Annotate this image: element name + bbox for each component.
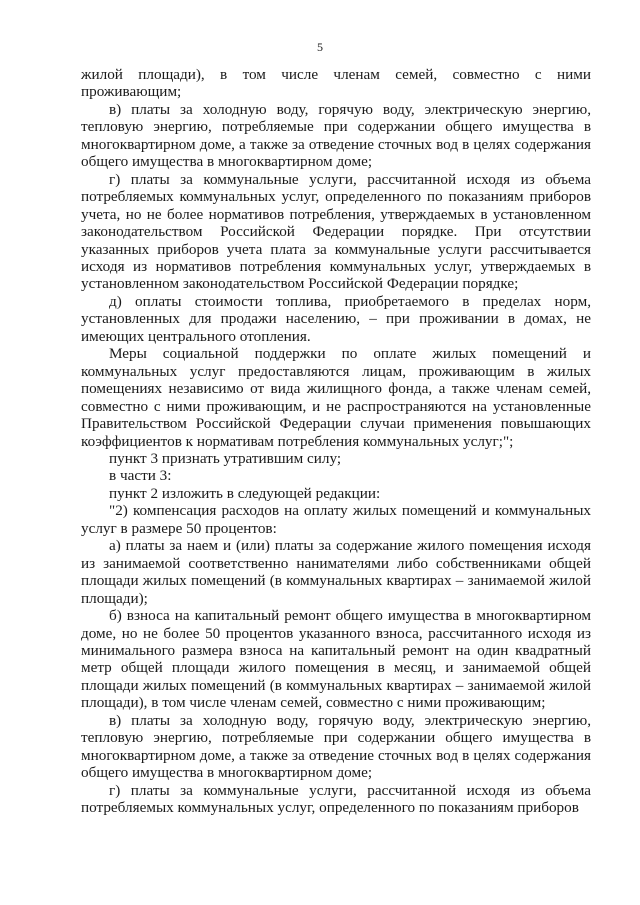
paragraph-support-measures: Меры социальной поддержки по оплате жилых помещений и коммунальных услуг предоставляются лицам, проживающим в жилых помещениях независимо от вида жилищного фонда, а также членам семей, совместно с ними проживающим, и не распространяются на установленные Правительством Российской Федерации случаи применения повышающих коэффициентов к нормативам потребления коммунальных услуг;"; [81, 345, 591, 450]
paragraph-part-3: в части 3: [109, 467, 172, 485]
paragraph-item-a-rent: а) платы за наем и (или) платы за содержание жилого помещения исходя из занимаемой соответственно нанимателями либо собственниками общей площади жилых помещений (в коммунальных квартирах – занимаемой жилой площади); [81, 537, 591, 607]
paragraph-item-d-fuel-cost: д) оплаты стоимости топлива, приобретаемого в пределах норм, установленных для продажи населению, – при проживании в домах, не имеющих центрального отопления. [81, 292, 591, 345]
paragraph-item-g-utilities-by-meters: г) платы за коммунальные услуги, рассчитанной исходя из объема потребляемых коммунальных услуг, определенного по показаниям приборов учета, но не более нормативов потребления, утверждаемых в установленном законодательством Российской Федерации порядке. При отсутствии указанных приборов учета плата за коммунальные услуги рассчитывается исходя из нормативов потребления коммунальных услуг, утверждаемых в установленном законодательством Российской Федерации порядке; [81, 170, 591, 293]
paragraph-item-v-utilities-common-property: в) платы за холодную воду, горячую воду, электрическую энергию, тепловую энергию, потребляемые при содержании общего имущества в многоквартирном доме, а также за отведение сточных вод в целях содержания общего имущества в многоквартирном доме; [81, 100, 591, 171]
paragraph-item-g-utilities-by-meters-2: г) платы за коммунальные услуги, рассчитанной исходя из объема потребляемых коммунальных услуг, определенного по показаниям приборов [81, 781, 591, 817]
paragraph-continuation: жилой площади), в том числе членам семей, совместно с ними проживающим; [81, 66, 591, 101]
paragraph-item-v-utilities-common-property-2: в) платы за холодную воду, горячую воду, электрическую энергию, тепловую энергию, потребляемые при содержании общего имущества в многоквартирном доме, а также за отведение сточных вод в целях содержания общего имущества в многоквартирном доме; [81, 711, 591, 782]
document-body [81, 66, 591, 816]
paragraph-item-b-capital-repair: б) взноса на капитальный ремонт общего имущества в многоквартирном доме, но не более 50 процентов указанного взноса, рассчитанного исходя из минимального размера взноса на капитальный ремонт на один квадратный метр общей площади жилого помещения в месяц, и занимаемой общей площади жилых помещений (в коммунальных квартирах – занимаемой жилой площади), в том числе членам семей, совместно с ними проживающим; [81, 607, 591, 712]
paragraph-compensation-50-percent: "2) компенсация расходов на оплату жилых помещений и коммунальных услуг в размере 50 процентов: [81, 502, 591, 537]
page-number: 5 [317, 40, 323, 54]
paragraph-point-3-void: пункт 3 признать утратившим силу; [109, 449, 342, 467]
paragraph-point-2-new-edition: пункт 2 изложить в следующей редакции: [109, 484, 381, 502]
